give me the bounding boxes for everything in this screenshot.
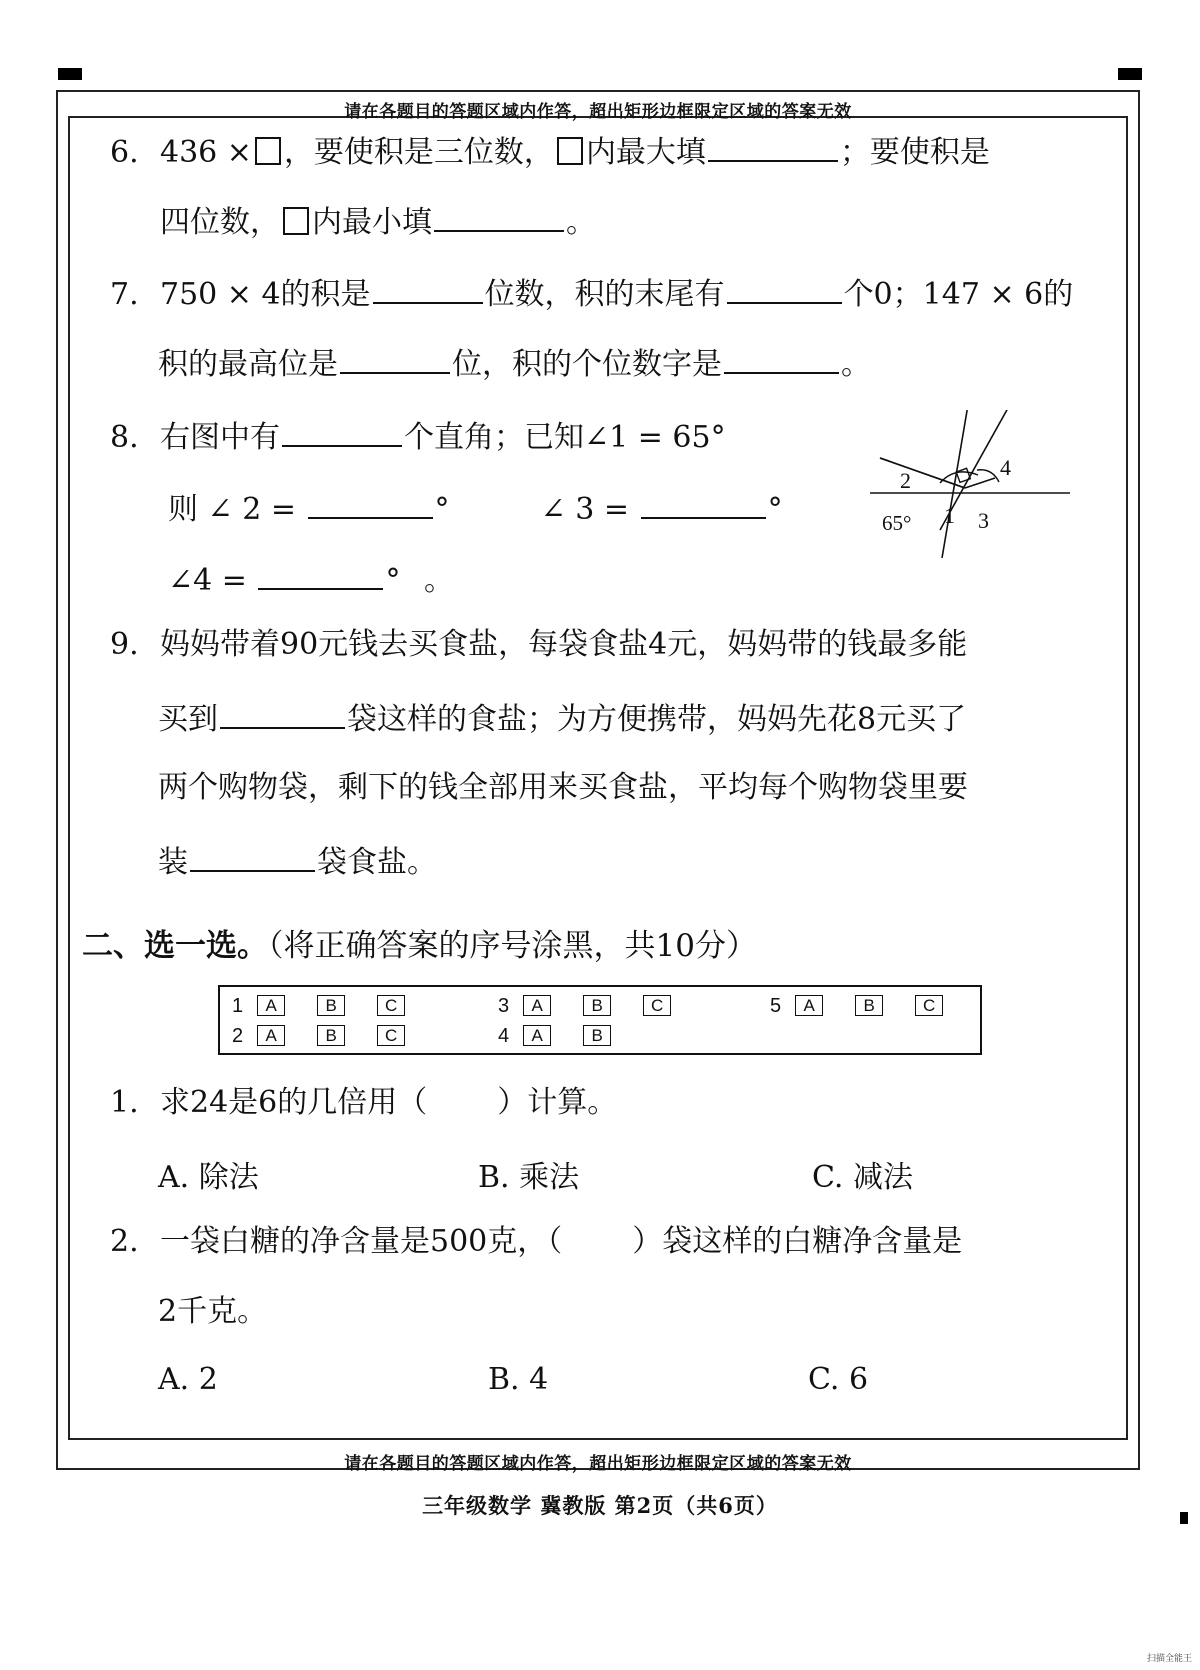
bubble-option[interactable]: B <box>317 1025 345 1046</box>
bubble-option[interactable]: B <box>583 1025 611 1046</box>
question-8-line-2: 则 ∠ 2 = ° ∠ 3 = ° <box>168 487 783 530</box>
answer-blank[interactable] <box>282 415 402 447</box>
answer-sheet <box>218 985 982 1055</box>
question-6-line-1: 6. 436 × ，要使积是三位数， 内最大填 ；要使积是 <box>110 130 990 173</box>
mc-question-2-line-2: 2千克。 <box>158 1294 268 1329</box>
footer-notice: 请在各题目的答题区域内作答，超出矩形边框限定区域的答案无效 <box>344 1454 852 1474</box>
question-number: 6. <box>110 135 139 170</box>
question-9-line-3: 两个购物袋，剩下的钱全部用来买食盐，平均每个购物袋里要 <box>158 770 968 805</box>
page-footer: 三年级数学 冀教版 第2页（共6页） <box>422 1493 778 1518</box>
answer-sheet-item-5: 5 A B C <box>770 995 943 1018</box>
angle-label-3: 3 <box>978 508 989 533</box>
placeholder-box <box>557 137 583 165</box>
bubble-option[interactable]: B <box>583 995 611 1016</box>
header-notice: 请在各题目的答题区域内作答，超出矩形边框限定区域的答案无效 <box>344 102 852 122</box>
bubble-option[interactable]: A <box>257 1025 285 1046</box>
bubble-option[interactable]: C <box>915 995 943 1016</box>
section-2-heading: 二、选一选。（将正确答案的序号涂黑，共10分） <box>82 928 757 964</box>
angle-label-4: 4 <box>1000 455 1011 480</box>
answer-blank[interactable] <box>308 487 433 519</box>
question-7-line-1: 7. 750 × 4的积是 位数，积的末尾有 个0；147 × 6的 <box>110 272 1073 315</box>
answer-blank[interactable] <box>727 272 842 304</box>
bubble-option[interactable]: B <box>855 995 883 1016</box>
answer-blank[interactable] <box>708 130 838 162</box>
mc2-option-a: A. 2 <box>158 1362 218 1397</box>
scanner-watermark: 扫描全能王 <box>1146 1653 1192 1663</box>
answer-sheet-item-1: 1 A B C <box>232 995 405 1018</box>
bubble-option[interactable]: C <box>377 995 405 1016</box>
question-6-line-2: 四位数， 内最小填 。 <box>160 200 596 243</box>
question-7-line-2: 积的最高位是 位，积的个位数字是 。 <box>158 342 871 385</box>
question-9-line-2: 买到 袋这样的食盐；为方便携带，妈妈先花8元买了 <box>158 697 966 740</box>
mc2-option-c: C. 6 <box>808 1362 869 1397</box>
mc1-option-b: B. 乘法 <box>478 1160 580 1195</box>
answer-blank[interactable] <box>724 342 839 374</box>
mc-question-1: 1. 求24是6的几倍用（ ）计算。 <box>110 1083 617 1123</box>
question-number: 7. <box>110 277 139 312</box>
registration-mark-left <box>58 68 82 80</box>
question-8-line-1: 8. 右图中有 个直角；已知∠1 = 65° <box>110 415 726 458</box>
mc2-option-b: B. 4 <box>488 1362 549 1397</box>
angle-label-2: 2 <box>900 468 911 493</box>
answer-sheet-item-4: 4 A B <box>498 1025 611 1048</box>
question-number: 1. <box>110 1085 139 1120</box>
bubble-option[interactable]: A <box>795 995 823 1016</box>
question-number: 2. <box>110 1224 139 1259</box>
placeholder-box <box>283 207 309 235</box>
bubble-option[interactable]: C <box>643 995 671 1016</box>
question-9-line-4: 装 袋食盐。 <box>158 840 437 883</box>
answer-blank[interactable] <box>340 342 450 374</box>
answer-blank[interactable] <box>258 558 383 590</box>
answer-sheet-item-3: 3 A B C <box>498 995 671 1018</box>
question-number: 8. <box>110 420 139 455</box>
bubble-option[interactable]: A <box>523 995 551 1016</box>
question-number: 9. <box>110 627 139 662</box>
bubble-option[interactable]: C <box>377 1025 405 1046</box>
question-9-line-1: 9. 妈妈带着90元钱去买食盐，每袋食盐4元，妈妈带的钱最多能 <box>110 625 967 665</box>
steep-line <box>942 410 968 558</box>
answer-sheet-item-2: 2 A B C <box>232 1025 405 1048</box>
angle-label-1: 1 <box>944 503 955 528</box>
registration-mark-right <box>1118 68 1142 80</box>
answer-blank[interactable] <box>190 840 315 872</box>
placeholder-box <box>255 137 281 165</box>
answer-blank[interactable] <box>220 697 345 729</box>
angle-figure <box>860 410 1080 560</box>
bubble-option[interactable]: A <box>523 1025 551 1046</box>
answer-blank[interactable] <box>373 272 483 304</box>
angle-label-65: 65° <box>882 511 912 535</box>
mc1-option-a: A. 除法 <box>158 1160 259 1195</box>
mc1-option-c: C. 减法 <box>812 1160 913 1195</box>
mc-question-2-line-1: 2. 一袋白糖的净含量是500克，（ ）袋这样的白糖净含量是 <box>110 1222 962 1262</box>
answer-blank[interactable] <box>641 487 766 519</box>
bubble-option[interactable]: A <box>257 995 285 1016</box>
question-8-line-3: ∠4 = ° 。 <box>168 558 454 601</box>
bubble-option[interactable]: B <box>317 995 345 1016</box>
answer-blank[interactable] <box>434 200 564 232</box>
